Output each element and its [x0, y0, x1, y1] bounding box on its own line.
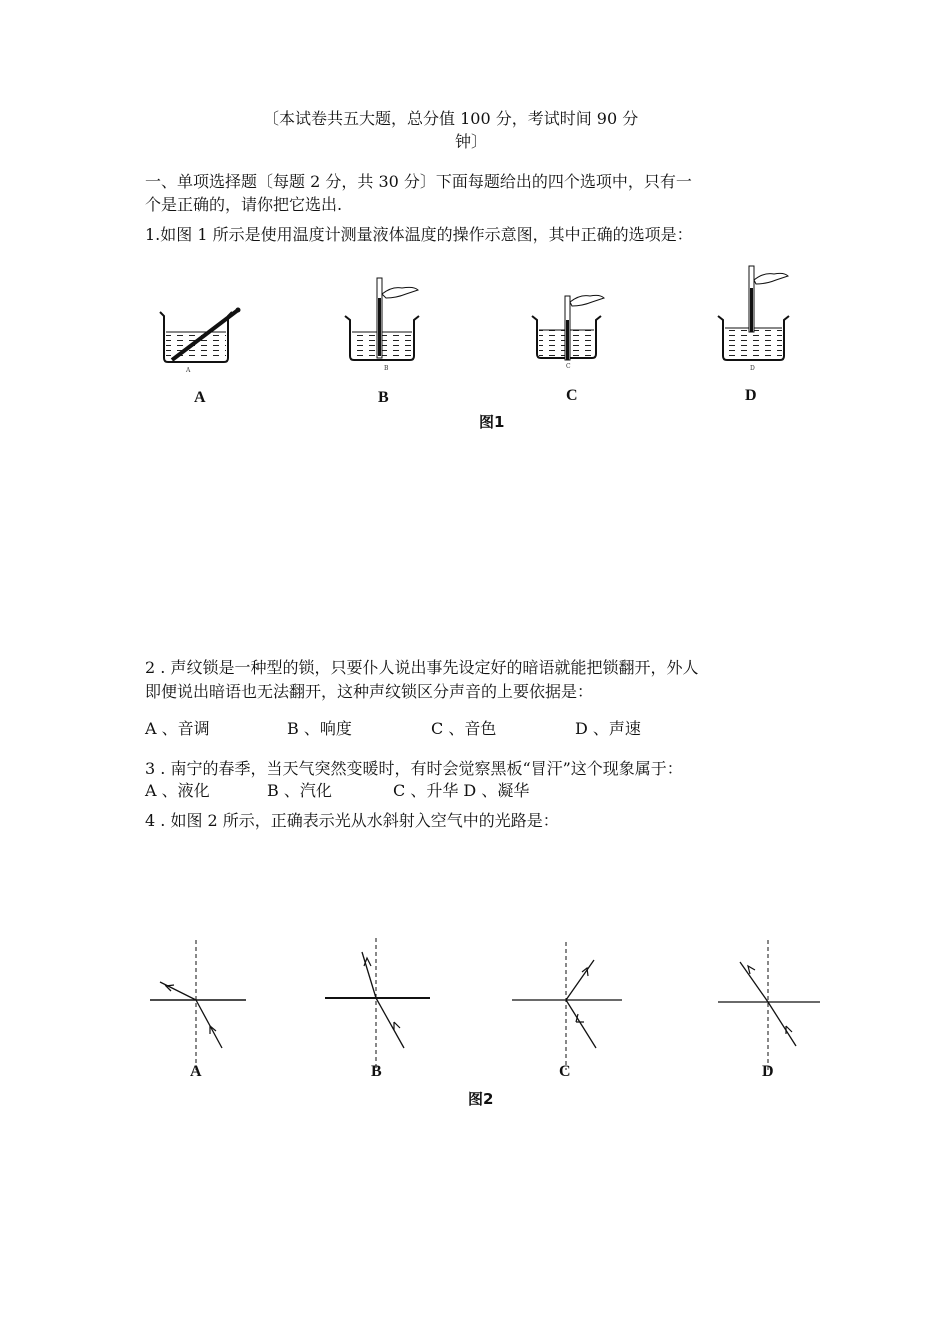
question-2-option-d: D 、声速 [575, 719, 641, 738]
svg-text:C: C [566, 363, 571, 370]
figure-2-panel-b [325, 938, 430, 1070]
figure-2-panel-d [718, 940, 820, 1070]
question-2-option-a: A 、音调 [145, 719, 210, 738]
figure-2-label-c: C [559, 1063, 571, 1080]
figure-1-beaker-a [160, 308, 241, 375]
figure-2-panel-a [150, 940, 246, 1070]
question-3-line1: 3 . 南宁的春季，当天气突然变暖时，有时会觉察黑板“冒汗”这个现象属于： [145, 759, 683, 778]
section1-line2: 个是正确的，请你把它选出. [145, 195, 343, 214]
svg-text:D: D [750, 365, 755, 372]
exam-header-line1: 〔本试卷共五大题，总分值 100 分，考试时间 90 分 [263, 109, 639, 128]
figure-1-beaker-c [532, 295, 604, 370]
question-2-option-b: B 、响度 [287, 719, 352, 738]
figure-1-beaker-d [718, 266, 789, 372]
figure-1-label-b: B [378, 389, 389, 406]
question-3-option-b: B 、汽化 [267, 781, 332, 800]
exam-header-line2: 钟〕 [455, 132, 488, 151]
figure-1-thermometers [140, 258, 800, 438]
figure-2-panel-c [512, 942, 622, 1070]
figure-1-label-d: D [745, 387, 757, 404]
svg-text:A: A [186, 367, 191, 374]
question-2-option-c: C 、音色 [431, 719, 497, 738]
svg-text:B: B [384, 365, 389, 372]
question-1-text: 1.如图 1 所示是使用温度计测量液体温度的操作示意图，其中正确的选项是： [145, 225, 693, 244]
figure-2-light-paths [140, 930, 830, 1110]
question-3-option-cd: C 、升华 D 、凝华 [393, 781, 530, 800]
question-2-line2: 即便说出暗语也无法翻开，这种声纹锁区分声音的上要依据是： [145, 682, 594, 701]
figure-2-label-d: D [762, 1063, 774, 1080]
section1-line1: 一、单项选择题〔每题 2 分，共 30 分〕下面每题给出的四个选项中，只有一 [145, 172, 692, 191]
question-3-option-a: A 、液化 [145, 781, 210, 800]
figure-1-beaker-b [345, 278, 419, 372]
figure-1-label-c: C [566, 387, 578, 404]
figure-1-label-a: A [194, 389, 206, 406]
figure-1-caption: 图1 [479, 413, 505, 431]
question-2-line1: 2 . 声纹锁是一种型的锁，只要仆人说出事先设定好的暗语就能把锁翻开，外人 [145, 658, 699, 677]
question-4-text: 4 . 如图 2 所示，正确表示光从水斜射入空气中的光路是： [145, 811, 559, 830]
figure-2-label-b: B [371, 1063, 382, 1080]
figure-2-label-a: A [190, 1063, 202, 1080]
figure-2-caption: 图2 [468, 1090, 494, 1108]
